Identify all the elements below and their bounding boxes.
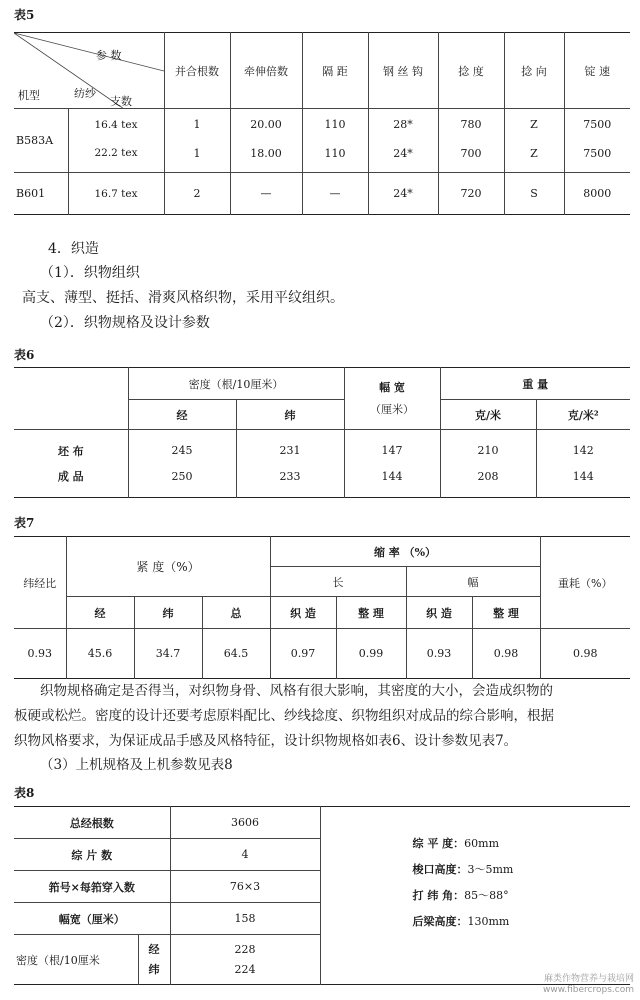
table6-warp-header: 经 — [128, 400, 236, 430]
density-label: 密度（根/10厘米 — [14, 935, 138, 985]
table7-loss-header: 重耗（%） — [540, 537, 630, 629]
cell: 总经根数 — [14, 807, 170, 839]
cell: 208 — [440, 464, 536, 498]
table7-length-header: 长 — [270, 567, 406, 597]
cell: 700 — [438, 135, 504, 173]
table-row — [14, 807, 630, 839]
cell: 28* — [368, 109, 438, 135]
table7-tightness-header: 紧 度（%） — [66, 537, 270, 597]
corner-param: 参 数 — [96, 49, 122, 62]
width-label: 幅 宽 — [379, 380, 405, 394]
table-row — [14, 464, 630, 498]
cell: S — [504, 173, 564, 215]
watermark-line1: 麻类作物营养与栽培网 — [543, 974, 634, 984]
cell: 20.00 — [230, 109, 302, 135]
cell: 64.5 — [202, 629, 270, 679]
cell: 2 — [164, 173, 230, 215]
cell: 720 — [438, 173, 504, 215]
table5 — [14, 32, 630, 215]
table8-caption: 表8 — [14, 786, 35, 800]
cell: 8000 — [583, 187, 612, 200]
cell: — — [230, 173, 302, 215]
paragraph-line2: 板硬或松烂。密度的设计还要考虑原料配比、纱线捻度、织物组织对成品的综合影响，根据 — [14, 708, 554, 724]
cell: 231 — [236, 430, 344, 464]
table7-sub-header: 织 造 — [406, 597, 472, 629]
watermark — [543, 974, 634, 996]
section-sub2: （2）．织物规格及设计参数 — [40, 315, 210, 331]
cell: 幅宽（厘米） — [14, 903, 170, 935]
cell: 110 — [302, 109, 368, 135]
param-line — [413, 831, 631, 857]
param-value: 130mm — [467, 915, 510, 928]
corner-machine: 机型 — [18, 89, 40, 102]
header-traveller: 钢 丝 钩 — [368, 33, 438, 109]
cell: 筘号×每筘穿入数 — [14, 871, 170, 903]
cell: 7500 — [564, 135, 630, 173]
table7-sub-header: 整 理 — [336, 597, 406, 629]
cell: 1 — [164, 135, 230, 173]
cell: 16.7 tex — [68, 173, 164, 215]
cell: 76×3 — [170, 871, 320, 903]
header-twist: 捻 度 — [438, 33, 504, 109]
table5-caption: 表5 — [14, 8, 35, 22]
table7-sub-header: 织 造 — [270, 597, 336, 629]
param-key: 打 纬 角： — [412, 889, 465, 902]
cell: 0.93 — [14, 629, 66, 679]
param-value: 85～88° — [464, 889, 509, 902]
table6-weight-unit2: 克/米² — [536, 400, 630, 430]
table6-density-header: 密度（根/10厘米） — [128, 368, 344, 400]
table7-width-header: 幅 — [406, 567, 540, 597]
table7-sub-header: 经 — [66, 597, 134, 629]
density-weft-label: 纬 — [148, 962, 160, 976]
table-row — [14, 135, 630, 173]
table5-corner-cell — [14, 33, 164, 109]
cell: 144 — [572, 469, 594, 483]
cell: 245 — [128, 430, 236, 464]
cell: 24* — [368, 173, 438, 215]
cell: 16.4 tex — [68, 109, 164, 135]
param-key: 梭口高度： — [412, 863, 468, 876]
table7-ratio-header: 纬经比 — [14, 537, 66, 629]
table6-weight-header: 重 量 — [440, 368, 630, 400]
table6 — [14, 367, 630, 498]
param-value: 60mm — [464, 837, 500, 850]
cell: 233 — [236, 464, 344, 498]
cell: 0.98 — [573, 647, 598, 660]
cell: 0.93 — [406, 629, 472, 679]
cell: 22.2 tex — [68, 135, 164, 173]
param-line — [413, 909, 631, 935]
cell: 24* — [368, 135, 438, 173]
section-sub1: （1）．织物组织 — [40, 265, 140, 281]
table-row — [14, 109, 630, 135]
machine-b601: B601 — [14, 173, 68, 215]
table7-shrink-header: 缩 率 （%） — [270, 537, 540, 567]
cell: 0.99 — [336, 629, 406, 679]
cell: 成 品 — [14, 464, 128, 498]
table6-weight-unit1: 克/米 — [440, 400, 536, 430]
cell: 780 — [438, 109, 504, 135]
cell: 18.00 — [230, 135, 302, 173]
table8-params-cell — [320, 807, 630, 985]
cell: 0.97 — [270, 629, 336, 679]
table-row — [14, 173, 630, 215]
param-line — [413, 883, 631, 909]
cell: 144 — [344, 464, 440, 498]
cell: 0.98 — [472, 629, 540, 679]
param-key: 综 平 度： — [412, 837, 465, 850]
density-warp-label: 经 — [148, 942, 160, 956]
table-row — [14, 430, 630, 464]
corner-spin: 纺纱 — [74, 87, 96, 100]
cell: 110 — [302, 135, 368, 173]
param-line — [413, 857, 631, 883]
header-merge-count: 并合根数 — [164, 33, 230, 109]
header-spindle-speed: 锭 速 — [564, 33, 630, 109]
cell: 3606 — [170, 807, 320, 839]
cell: — — [302, 173, 368, 215]
cell: 142 — [572, 444, 594, 458]
table7-sub-header: 总 — [202, 597, 270, 629]
density-warp-value: 228 — [234, 942, 256, 956]
cell: Z — [504, 109, 564, 135]
paragraph-line1: 织物规格确定是否得当，对织物身骨、风格有很大影响，其密度的大小，会造成织物的 — [40, 683, 553, 699]
section-title: 4．织造 — [48, 241, 99, 257]
table6-weft-header: 纬 — [236, 400, 344, 430]
cell: 250 — [128, 464, 236, 498]
table6-width-header — [344, 368, 440, 430]
corner-count: 支数 — [110, 95, 132, 108]
table6-blank-corner — [14, 368, 128, 430]
cell: 34.7 — [134, 629, 202, 679]
cell: 210 — [440, 430, 536, 464]
machine-b583a: B583A — [14, 109, 68, 173]
paragraph-line4: （3）上机规格及上机参数见表8 — [40, 757, 233, 773]
section-line1: 高支、薄型、挺括、滑爽风格织物，采用平纹组织。 — [22, 290, 344, 306]
cell: 4 — [170, 839, 320, 871]
table8 — [14, 806, 630, 985]
cell: 综 片 数 — [14, 839, 170, 871]
table6-caption: 表6 — [14, 348, 35, 362]
cell: 147 — [344, 430, 440, 464]
cell: 45.6 — [66, 629, 134, 679]
table7-sub-header: 整 理 — [472, 597, 540, 629]
param-value: 3～5mm — [467, 863, 514, 876]
table7-caption: 表7 — [14, 516, 35, 530]
header-draft: 牵伸倍数 — [230, 33, 302, 109]
table-row — [14, 629, 630, 679]
paragraph-line3: 织物风格要求，为保证成品手感及风格特征，设计织物规格如表6、设计参数见表7。 — [14, 733, 518, 749]
density-weft-value: 224 — [234, 962, 256, 976]
cell: 158 — [170, 903, 320, 935]
table7-sub-header: 纬 — [134, 597, 202, 629]
cell: 坯 布 — [14, 430, 128, 464]
density-values — [170, 935, 320, 985]
param-key: 后梁高度： — [412, 915, 468, 928]
table7 — [14, 536, 630, 679]
density-subs — [138, 935, 170, 985]
cell: Z — [504, 135, 564, 173]
width-unit: （厘米） — [370, 402, 414, 416]
cell: 1 — [164, 109, 230, 135]
cell: 7500 — [583, 118, 612, 132]
header-twist-direction: 捻 向 — [504, 33, 564, 109]
header-gauge: 隔 距 — [302, 33, 368, 109]
watermark-line2: www.fibercrops.com — [543, 985, 634, 995]
